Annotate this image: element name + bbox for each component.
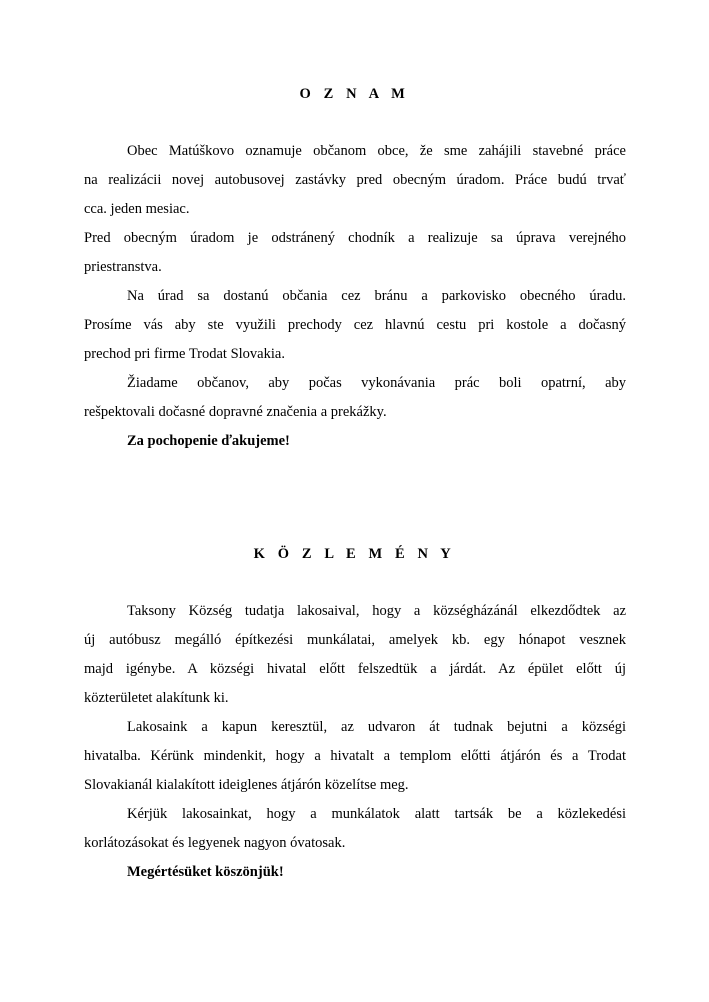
oznam-paragraph-1 (84, 137, 626, 224)
kozlemeny-p2-line-3: Slovakianál kialakított ideiglenes átjárón közelítse meg. (84, 777, 409, 793)
kozlemeny-p2-line-1: Lakosaink a kapun keresztül, az udvaron át tudnak bejutni a községi (127, 719, 626, 735)
oznam-p1-line-3: cca. jeden mesiac. (84, 201, 190, 217)
oznam-p4-line-1: Žiadame občanov, aby počas vykonávania prác boli opatrní, aby (127, 375, 626, 391)
kozlemeny-p1-line-1: Taksony Község tudatja lakosaival, hogy a községházánál elkezdődtek az (127, 603, 626, 619)
oznam-p1-line-2: na realizácii novej autobusovej zastávky pred obecným úradom. Práce budú trvať (84, 172, 626, 188)
oznam-p3-line-1: Na úrad sa dostanú občania cez bránu a parkovisko obecného úradu. (127, 288, 626, 304)
kozlemeny-closing: Megértésüket köszönjük! (127, 864, 284, 880)
oznam-body (84, 137, 626, 456)
kozlemeny-p2-line-2: hivatalba. Kérünk mindenkit, hogy a hivatalt a templom előtti átjárón és a Trodat (84, 748, 626, 764)
kozlemeny-paragraph-3 (84, 800, 626, 858)
oznam-p1-line-1: Obec Matúškovo oznamuje občanom obce, že sme zahájili stavebné práce (127, 143, 626, 159)
oznam-title: O Z N A M (299, 86, 410, 102)
kozlemeny-p3-line-1: Kérjük lakosainkat, hogy a munkálatok alatt tartsák be a közlekedési (127, 806, 626, 822)
kozlemeny-p1-line-4: közterületet alakítunk ki. (84, 690, 229, 706)
oznam-p3-line-3: prechod pri firme Trodat Slovakia. (84, 346, 285, 362)
oznam-p4-line-2: rešpektovali dočasné dopravné značenia a prekážky. (84, 404, 387, 420)
oznam-p2-line-2: priestranstva. (84, 259, 162, 275)
oznam-paragraph-4 (84, 369, 626, 427)
oznam-paragraph-2 (84, 224, 626, 282)
kozlemeny-title: K Ö Z L E M É N Y (253, 546, 456, 562)
kozlemeny-p1-line-3: majd igénybe. A községi hivatal előtt felszedtük a járdát. Az épület előtt új (84, 661, 626, 677)
kozlemeny-paragraph-2 (84, 713, 626, 800)
oznam-closing: Za pochopenie ďakujeme! (127, 433, 290, 449)
kozlemeny-paragraph-1 (84, 597, 626, 713)
oznam-p3-line-2: Prosíme vás aby ste využili prechody cez hlavnú cestu pri kostole a dočasný (84, 317, 626, 333)
kozlemeny-p1-line-2: új autóbusz megálló építkezési munkálatai, amelyek kb. egy hónapot vesznek (84, 632, 626, 648)
kozlemeny-p3-line-2: korlátozásokat és legyenek nagyon óvatosak. (84, 835, 346, 851)
oznam-paragraph-3 (84, 282, 626, 369)
kozlemeny-body (84, 597, 626, 887)
oznam-p2-line-1: Pred obecným úradom je odstránený chodník a realizuje sa úprava verejného (84, 230, 626, 246)
